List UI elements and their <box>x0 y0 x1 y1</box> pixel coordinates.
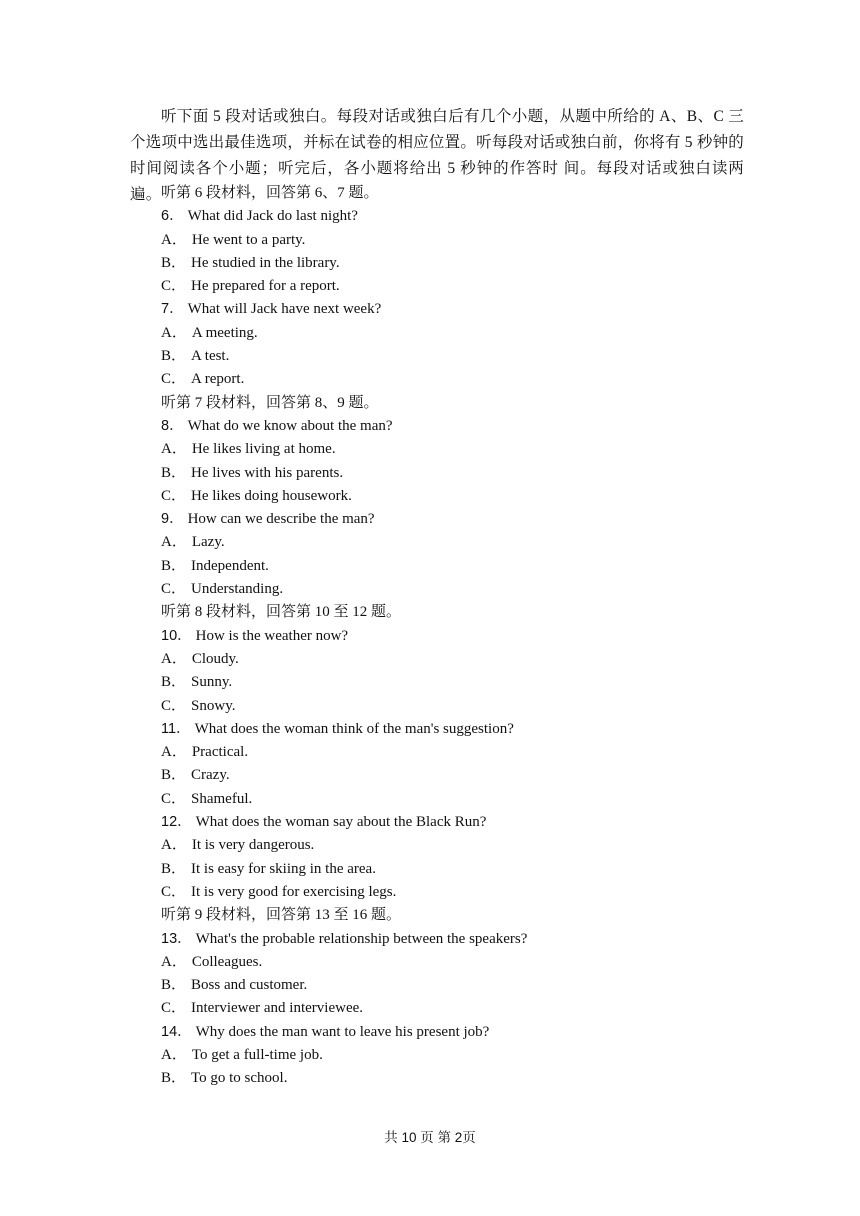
option-text: It is very good for exercising legs. <box>191 883 397 900</box>
question-number: 9． <box>161 511 184 528</box>
option-text: He likes doing housework. <box>191 487 352 504</box>
option-letter: A． <box>161 534 187 551</box>
option-text: He prepared for a report. <box>191 278 340 295</box>
option-text: Independent. <box>191 557 269 574</box>
option-letter: B． <box>161 860 187 877</box>
option-text: Snowy. <box>191 697 236 714</box>
answer-option <box>161 252 761 275</box>
option-text: Shameful. <box>191 790 253 807</box>
option-letter: B． <box>161 977 187 994</box>
option-text: He likes living at home. <box>191 441 336 458</box>
answer-option <box>161 462 761 485</box>
option-text: Colleagues. <box>191 953 263 970</box>
section-heading: 听第 7 段材料，回答第 8、9 题。 <box>161 394 379 411</box>
option-text: Sunny. <box>191 674 233 691</box>
question-text: What do we know about the man? <box>187 417 393 434</box>
answer-option <box>161 648 761 671</box>
answer-option <box>161 438 761 461</box>
question-text: What did Jack do last night? <box>187 208 358 225</box>
option-letter: B． <box>161 767 187 784</box>
option-letter: B． <box>161 464 187 481</box>
answer-option <box>161 322 761 345</box>
option-letter: B． <box>161 674 187 691</box>
option-text: Lazy. <box>191 534 225 551</box>
question-text: What does the woman think of the man's suggestion? <box>194 720 514 737</box>
section-heading: 听第 6 段材料，回答第 6、7 题。 <box>161 185 379 201</box>
option-text: It is easy for skiing in the area. <box>191 860 376 877</box>
option-text: Boss and customer. <box>191 977 308 994</box>
option-letter: B． <box>161 254 187 271</box>
page-footer: 共 10 页 第 2页 <box>384 1130 476 1145</box>
answer-option <box>161 368 761 391</box>
section-heading: 听第 9 段材料，回答第 13 至 16 题。 <box>161 907 402 924</box>
option-text: Crazy. <box>191 767 230 784</box>
question-number: 6． <box>161 208 184 225</box>
question-item <box>161 415 761 438</box>
option-text: Interviewer and interviewee. <box>191 1000 364 1017</box>
option-letter: C． <box>161 278 187 295</box>
option-letter: A． <box>161 837 187 854</box>
question-item <box>161 298 761 321</box>
option-text: It is very dangerous. <box>191 837 315 854</box>
question-number: 12． <box>161 814 192 831</box>
question-item <box>161 718 761 741</box>
option-letter: B． <box>161 557 187 574</box>
question-text: How can we describe the man? <box>187 511 375 528</box>
option-text: Understanding. <box>191 581 284 598</box>
answer-option <box>161 229 761 252</box>
answer-option <box>161 741 761 764</box>
question-number: 11． <box>161 720 191 737</box>
question-text: What's the probable relationship between the speakers? <box>195 930 528 947</box>
answer-option <box>161 275 761 298</box>
option-letter: C． <box>161 371 187 388</box>
answer-option <box>161 1044 761 1067</box>
option-letter: C． <box>161 790 187 807</box>
question-text: What does the woman say about the Black Run? <box>195 814 487 831</box>
question-item <box>161 508 761 531</box>
option-letter: C． <box>161 487 187 504</box>
option-letter: A． <box>161 324 187 341</box>
question-item <box>161 625 761 648</box>
question-text: Why does the man want to leave his present job? <box>195 1023 490 1040</box>
option-text: A report. <box>191 371 245 388</box>
answer-option <box>161 695 761 718</box>
question-item <box>161 1021 761 1044</box>
option-letter: C． <box>161 581 187 598</box>
answer-option <box>161 531 761 554</box>
option-text: He went to a party. <box>191 231 306 248</box>
question-number: 13． <box>161 930 192 947</box>
question-number: 8． <box>161 417 184 434</box>
option-text: To go to school. <box>191 1070 288 1087</box>
question-number: 10． <box>161 627 192 644</box>
question-item <box>161 205 761 228</box>
option-text: He lives with his parents. <box>191 464 344 481</box>
option-letter: C． <box>161 1000 187 1017</box>
answer-option <box>161 485 761 508</box>
option-letter: A． <box>161 744 187 761</box>
answer-option <box>161 345 761 368</box>
answer-option <box>161 764 761 787</box>
answer-option <box>161 1067 761 1090</box>
answer-option <box>161 974 761 997</box>
answer-option <box>161 997 761 1020</box>
option-letter: A． <box>161 1046 187 1063</box>
listening-instructions: 听下面 5 段对话或独白。每段对话或独白后有几个小题，从题中所给的 A、B、C 三个选项中选出最佳选项，并标在试卷的相应位置。听每段对话或独白前，你将有 5 秒钟的时间阅读各个小题；听完后，各小题将给出 5 秒钟的作答时 间。每段对话或独白读两遍。 <box>130 108 744 203</box>
option-text: A test. <box>191 348 230 365</box>
option-letter: C． <box>161 697 187 714</box>
answer-option <box>161 951 761 974</box>
question-list <box>161 182 761 1091</box>
answer-option <box>161 834 761 857</box>
answer-option <box>161 788 761 811</box>
option-letter: C． <box>161 883 187 900</box>
answer-option <box>161 578 761 601</box>
answer-option <box>161 555 761 578</box>
question-item <box>161 928 761 951</box>
option-text: Cloudy. <box>191 650 239 667</box>
question-text: How is the weather now? <box>195 627 349 644</box>
option-text: A meeting. <box>191 324 258 341</box>
question-item <box>161 811 761 834</box>
option-text: To get a full-time job. <box>191 1046 323 1063</box>
answer-option <box>161 858 761 881</box>
option-letter: A． <box>161 650 187 667</box>
option-text: He studied in the library. <box>191 254 340 271</box>
section-heading: 听第 8 段材料，回答第 10 至 12 题。 <box>161 604 402 621</box>
answer-option <box>161 881 761 904</box>
answer-option <box>161 671 761 694</box>
option-letter: A． <box>161 441 187 458</box>
option-letter: A． <box>161 953 187 970</box>
option-letter: A． <box>161 231 187 248</box>
question-text: What will Jack have next week? <box>187 301 382 318</box>
question-number: 7． <box>161 301 184 318</box>
option-letter: B． <box>161 1070 187 1087</box>
question-number: 14． <box>161 1023 192 1040</box>
option-letter: B． <box>161 348 187 365</box>
option-text: Practical. <box>191 744 249 761</box>
